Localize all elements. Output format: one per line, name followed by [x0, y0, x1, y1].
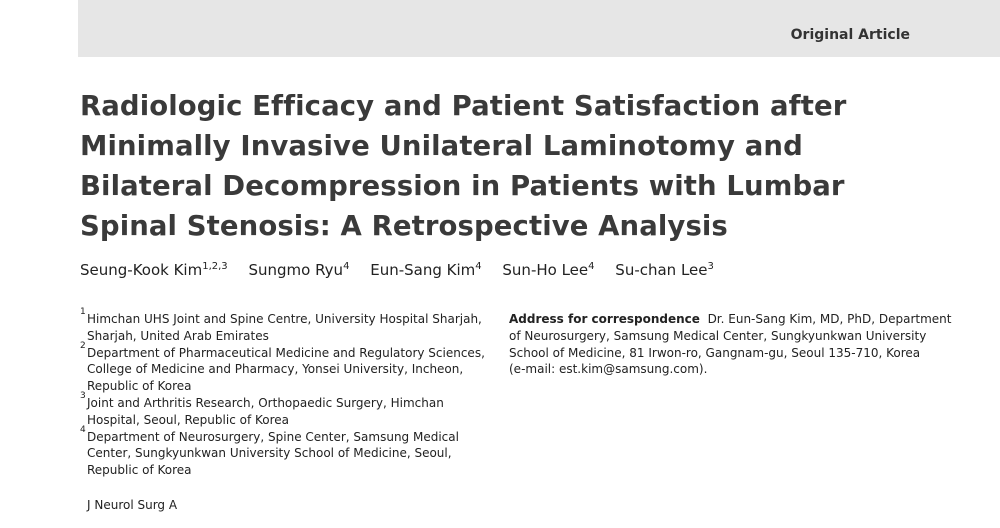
title-line: Bilateral Decompression in Patients with Lumbar — [80, 170, 845, 202]
affiliation-line: Department of Neurosurgery, Spine Center, Samsung Medical — [87, 429, 459, 444]
author — [248, 261, 349, 279]
affiliation-line: Center, Sungkyunkwan University School of Medicine, Seoul, — [87, 446, 452, 461]
correspondence-block — [509, 311, 952, 378]
author-name: Seung-Kook Kim — [80, 261, 203, 279]
author — [80, 261, 228, 279]
affiliation-item — [80, 424, 490, 479]
title-line: Spinal Stenosis: A Retrospective Analysis — [80, 210, 728, 242]
author — [615, 261, 714, 279]
author-affiliation-marker: 4 — [343, 261, 350, 272]
author-list — [80, 261, 730, 279]
author-affiliation-marker: 4 — [475, 261, 482, 272]
affiliation-line: Himchan UHS Joint and Spine Centre, University Hospital Sharjah, — [87, 312, 482, 326]
article-title — [80, 86, 940, 246]
correspondence-email-line: (e-mail: est.kim@samsung.com). — [509, 362, 708, 377]
affiliation-line: Department of Pharmaceutical Medicine and Regulatory Sciences, — [87, 345, 485, 360]
affiliation-item — [80, 340, 490, 395]
affiliation-number: 1 — [80, 307, 86, 317]
affiliation-line: Joint and Arthritis Research, Orthopaedic Surgery, Himchan — [87, 395, 444, 410]
affiliation-line: Hospital, Seoul, Republic of Korea — [87, 412, 290, 427]
correspondence-line: School of Medicine, 81 Irwon-ro, Gangnam-gu, Seoul 135-710, Korea — [509, 345, 921, 360]
title-line: Radiologic Efficacy and Patient Satisfaction after — [80, 90, 847, 122]
author-name: Sungmo Ryu — [248, 261, 344, 279]
author — [502, 261, 594, 279]
correspondence-line: of Neurosurgery, Samsung Medical Center, Sungkyunkwan University — [509, 328, 927, 343]
affiliation-line: College of Medicine and Pharmacy, Yonsei University, Incheon, — [87, 362, 464, 377]
correspondence-first-line — [509, 311, 952, 328]
journal-name: J Neurol Surg A — [87, 498, 178, 512]
correspondence-text: Dr. Eun-Sang Kim, MD, PhD, Department — [707, 312, 952, 326]
affiliation-number: 2 — [80, 340, 86, 351]
affiliation-number: 3 — [80, 390, 86, 401]
header-band — [78, 0, 1000, 57]
affiliation-list — [80, 307, 490, 479]
author-affiliation-marker: 1,2,3 — [202, 261, 228, 272]
author-name: Eun-Sang Kim — [370, 261, 476, 279]
affiliation-item — [80, 307, 490, 345]
affiliation-line: Republic of Korea — [87, 379, 192, 394]
author-name: Su-chan Lee — [615, 261, 708, 279]
author — [370, 261, 481, 279]
affiliation-number: 4 — [80, 424, 86, 435]
title-line: Minimally Invasive Unilateral Laminotomy and — [80, 130, 803, 162]
affiliation-item — [80, 390, 490, 429]
affiliation-line: Republic of Korea — [87, 463, 192, 478]
author-name: Sun-Ho Lee — [502, 261, 589, 279]
affiliation-line: Sharjah, United Arab Emirates — [87, 328, 269, 343]
correspondence-label: Address for correspondence — [509, 312, 700, 326]
article-type-label: Original Article — [790, 27, 910, 43]
author-affiliation-marker: 4 — [588, 261, 595, 272]
author-affiliation-marker: 3 — [707, 261, 714, 272]
